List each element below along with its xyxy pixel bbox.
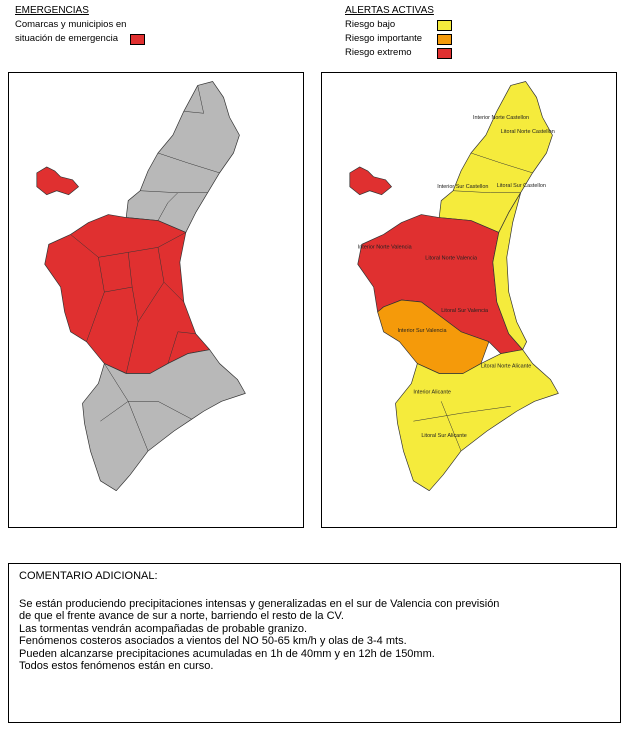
comment-title: COMENTARIO ADICIONAL:: [19, 570, 158, 582]
label-interior-sur-valencia: Interior Sur Valencia: [397, 327, 447, 334]
emergency-map: [9, 73, 303, 527]
region-north: [126, 81, 239, 232]
alertas-legend: [345, 4, 452, 60]
zone-castellon: [439, 81, 552, 232]
label-interior-sur-castellon: Interior Sur Castellon: [437, 183, 489, 190]
comment-line: Se están produciendo precipitaciones intensas y generalizadas en el sur de Valencia con previsión: [19, 597, 500, 610]
label-litoral-sur-castellon: Litoral Sur Castellon: [496, 182, 546, 189]
legend-label: Riesgo bajo: [345, 19, 396, 30]
alert-map: [322, 73, 616, 527]
legend-label: Riesgo extremo: [345, 47, 412, 58]
comment-line: Pueden alcanzarse precipitaciones acumuladas en 1h de 40mm y en 12h de 150mm.: [19, 647, 435, 660]
legend-item-riesgo-importante: [345, 32, 452, 46]
comment-box: [8, 563, 621, 723]
label-litoral-norte-castellon: Litoral Norte Castellon: [500, 129, 555, 136]
region-enclave: [37, 167, 79, 195]
comment-line: Las tormentas vendrán acompañadas de probable granizo.: [19, 622, 308, 635]
emergencias-swatch: [130, 34, 145, 45]
comment-line: de que el frente avance de sur a norte, barriendo el resto de la CV.: [19, 610, 344, 622]
label-interior-norte-castellon: Interior Norte Castellon: [472, 115, 530, 122]
comment-line: Todos estos fenómenos están en curso.: [19, 660, 214, 672]
zone-enclave: [350, 167, 392, 195]
label-litoral-norte-valencia: Litoral Norte Valencia: [425, 255, 478, 262]
emergencias-text-line2: situación de emergencia: [15, 33, 118, 44]
emergencias-text-line1: Comarcas y municipios en: [15, 19, 127, 30]
emergency-map-panel: [8, 72, 304, 528]
legend-swatch: [437, 20, 452, 31]
region-south: [83, 350, 246, 491]
legend-item-riesgo-extremo: [345, 46, 452, 60]
legend-swatch: [437, 34, 452, 45]
comment-line: Fenómenos costeros asociados a vientos del NO 50-65 km/h y olas de 3-4 mts.: [19, 635, 407, 647]
alert-map-panel: [321, 72, 617, 528]
emergencias-legend: [15, 4, 145, 46]
legend-swatch: [437, 48, 452, 59]
region-central: [45, 215, 210, 374]
legend-label: Riesgo importante: [345, 33, 423, 44]
label-litoral-sur-alicante: Litoral Sur Alicante: [421, 433, 467, 440]
emergencias-heading: EMERGENCIAS: [15, 5, 89, 16]
label-interior-norte-valencia: Interior Norte Valencia: [357, 244, 412, 251]
label-litoral-sur-valencia: Litoral Sur Valencia: [441, 307, 489, 314]
label-litoral-norte-alicante: Litoral Norte Alicante: [480, 363, 532, 370]
label-interior-alicante: Interior Alicante: [413, 389, 451, 396]
alertas-heading: ALERTAS ACTIVAS: [345, 5, 434, 16]
legend-item-riesgo-bajo: [345, 18, 452, 32]
